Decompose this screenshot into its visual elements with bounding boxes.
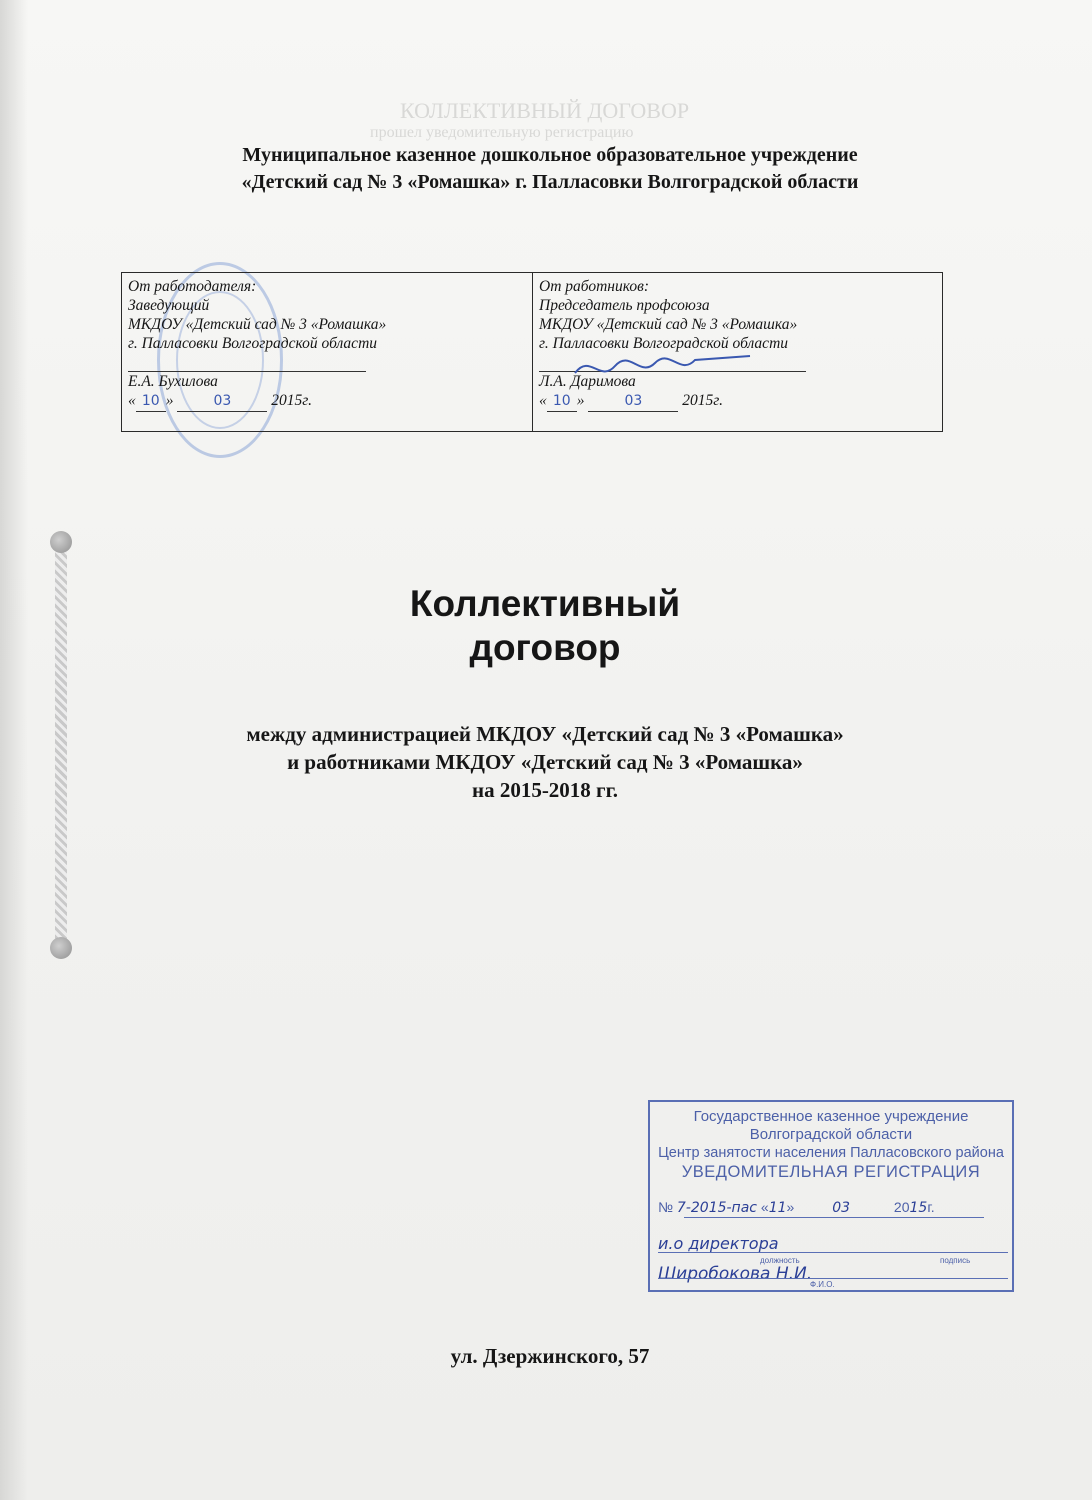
- reg-year-unit: г.: [927, 1199, 935, 1215]
- reg-number-row: № 7-2015-пас «11» 03 2015г.: [658, 1199, 935, 1216]
- employer-signature-block: [122, 273, 532, 431]
- employees-org: МКДОУ «Детский сад № 3 «Ромашка»: [539, 316, 798, 333]
- reg-name-underline: [658, 1278, 1008, 1279]
- bleed-through-subtitle: прошел уведомительную регистрацию: [370, 124, 634, 141]
- document-title: [330, 582, 760, 670]
- reg-number-value: 7-2015-пас: [676, 1200, 757, 1216]
- document-subtitle: [120, 720, 970, 804]
- employer-name: Е.А. Бухилова: [128, 373, 218, 390]
- employees-date-month: 03: [588, 392, 678, 412]
- reg-month: 03: [832, 1200, 851, 1216]
- reg-number-underline: [684, 1217, 984, 1218]
- title-line-2: договор: [469, 627, 621, 668]
- employer-date-day: 10: [136, 392, 166, 412]
- employees-position: Председатель профсоюза: [539, 297, 710, 314]
- header-line-2: «Детский сад № 3 «Ромашка» г. Палласовки Волгоградской области: [241, 171, 859, 193]
- institution-header: [140, 142, 960, 196]
- handwritten-signature-employees: [570, 348, 770, 388]
- employees-date-day: 10: [547, 392, 577, 412]
- reg-day: 11: [768, 1200, 787, 1216]
- employer-org: МКДОУ «Детский сад № 3 «Ромашка»: [128, 316, 387, 333]
- address: ул. Дзержинского, 57: [450, 1344, 650, 1368]
- employer-position: Заведующий: [128, 297, 210, 314]
- reg-name-value: Широбокова Н.И.: [658, 1264, 813, 1284]
- binding-cord: [50, 525, 72, 965]
- reg-year-suffix: 15: [909, 1200, 928, 1216]
- reg-stamp-line-3: Центр занятости населения Палласовского района: [658, 1145, 1004, 1161]
- employer-signature-line: [128, 353, 366, 372]
- page-edge-shadow: [0, 0, 28, 1500]
- registration-stamp: [648, 1100, 1014, 1292]
- subtitle-line-3: на 2015-2018 гг.: [471, 778, 619, 802]
- reg-number-prefix: №: [658, 1199, 674, 1215]
- reg-stamp-line-2: Волгоградской области: [749, 1126, 913, 1143]
- employer-date: « 10 » 03 2015г.: [128, 391, 526, 412]
- employees-name: Л.А. Даримова: [539, 373, 636, 390]
- employer-date-year: 2015г.: [271, 392, 312, 409]
- bleed-through-title: КОЛЛЕКТИВНЫЙ ДОГОВОР: [400, 98, 690, 123]
- employees-city: г. Палласовки Волгоградской области: [539, 335, 789, 352]
- rivet-top: [50, 531, 72, 553]
- signature-table: [121, 272, 943, 432]
- employer-city: г. Палласовки Волгоградской области: [128, 335, 378, 352]
- title-line-1: Коллективный: [409, 583, 681, 624]
- reg-position-underline: [658, 1252, 1008, 1253]
- reg-position-row: [658, 1234, 1004, 1253]
- rivet-bottom: [50, 937, 72, 959]
- subtitle-line-2: и работниками МКДОУ «Детский сад № 3 «Ромашка»: [287, 750, 803, 774]
- reg-year-prefix: 20: [893, 1199, 910, 1215]
- reg-position-value: и.о директора: [658, 1234, 779, 1253]
- employer-date-month: 03: [177, 392, 267, 412]
- reg-signature-caption: подпись: [940, 1256, 971, 1265]
- reg-stamp-line-1: Государственное казенное учреждение: [693, 1108, 969, 1125]
- subtitle-line-1: между администрацией МКДОУ «Детский сад № 3 «Ромашка»: [246, 722, 844, 746]
- employees-heading: От работников:: [539, 278, 650, 295]
- reg-stamp-line-4: УВЕДОМИТЕЛЬНАЯ РЕГИСТРАЦИЯ: [681, 1163, 981, 1181]
- employees-date: « 10 » 03 2015г.: [539, 391, 936, 412]
- cord: [55, 541, 67, 951]
- reg-position-caption: должность: [760, 1256, 800, 1265]
- header-line-1: Муниципальное казенное дошкольное образовательное учреждение: [242, 144, 858, 166]
- employees-date-year: 2015г.: [682, 392, 723, 409]
- employer-heading: От работодателя:: [128, 278, 257, 295]
- reg-name-caption: Ф.И.О.: [810, 1280, 835, 1289]
